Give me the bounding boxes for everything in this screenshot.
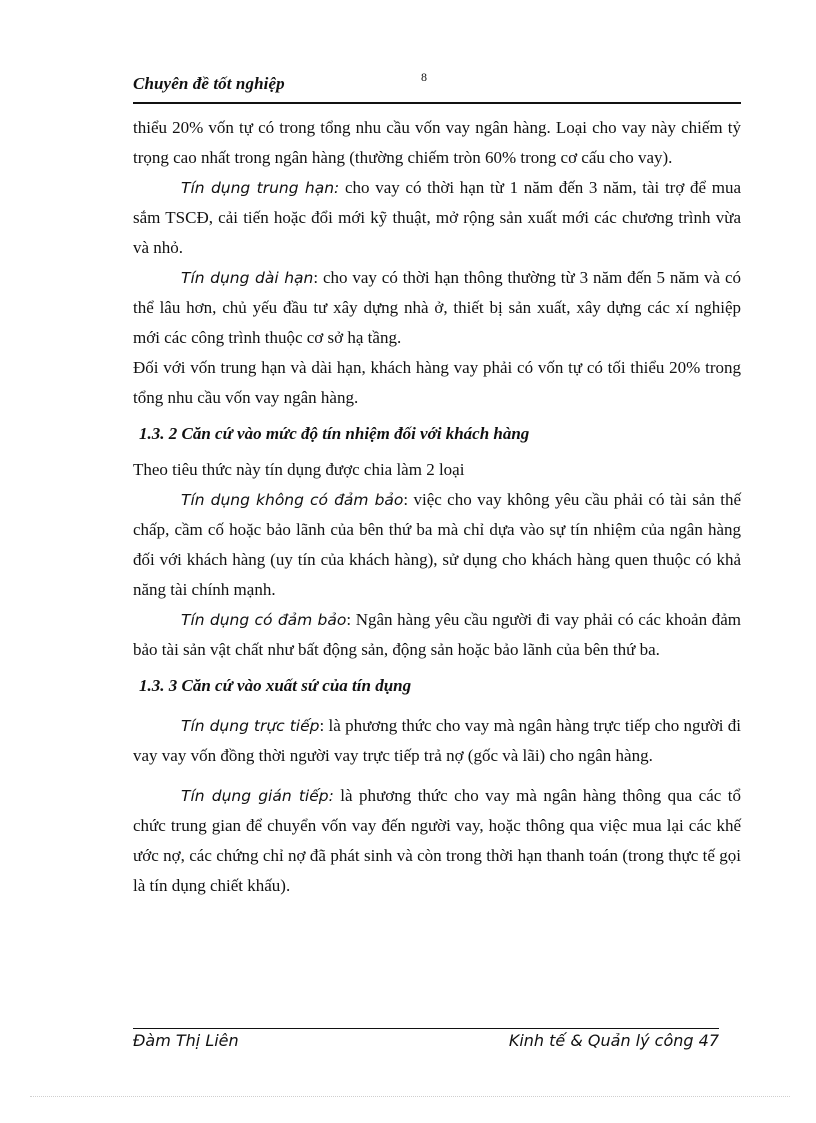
page-number: 8 <box>421 70 427 84</box>
paragraph-long-term-credit <box>133 263 741 353</box>
section-heading-1-3-3: 1.3. 3 Căn cứ vào xuất sứ của tín dụng <box>139 676 412 695</box>
page-header <box>133 72 741 104</box>
term-label: Tín dụng dài hạn <box>181 269 314 287</box>
paragraph: Đối với vốn trung hạn và dài hạn, khách hàng vay phải có vốn tự có tối thiểu 20% trong tổng nhu cầu vốn vay ngân hàng. <box>133 358 741 407</box>
term-label: Tín dụng không có đảm bảo <box>181 491 404 509</box>
paragraph-text: : việc cho vay không yêu cầu phải có tài sản thế chấp, cầm cố hoặc bảo lãnh của bên thứ ba mà chỉ dựa vào sự tín nhiệm của ngân hàng đối với khách hàng (uy tín của khách hàng), sử dụng cho khách hàng quen thuộc có khả năng tài chính mạnh. <box>133 490 742 599</box>
page-footer <box>133 1028 719 1061</box>
paragraph-unsecured-credit <box>133 485 741 605</box>
paragraph-text: cho vay có thời hạn từ 1 năm đến 3 năm, tài trợ để mua sắm TSCĐ, cải tiến hoặc đổi mới kỹ thuật, mở rộng sản xuất mới các chương trình vừa và nhỏ. <box>133 178 741 257</box>
paragraph-text: : Ngân hàng yêu cầu người đi vay phải có các khoản đảm bảo tài sản vật chất như bất động sản, động sản hoặc bảo lãnh của bên thứ ba. <box>133 610 741 659</box>
paragraph-secured-credit <box>133 605 741 665</box>
term-label: Tín dụng gián tiếp: <box>181 787 334 805</box>
page-bottom-divider <box>30 1096 790 1097</box>
document-body <box>133 113 741 901</box>
section-heading-1-3-2: 1.3. 2 Căn cứ vào mức độ tín nhiệm đối với khách hàng <box>139 424 530 443</box>
paragraph-text: : cho vay có thời hạn thông thường từ 3 năm đến 5 năm và có thể lâu hơn, chủ yếu đầu tư xây dựng nhà ở, thiết bị sản xuất, xây dựng các xí nghiệp mới các công trình thuộc cơ sở hạ tầng. <box>133 268 741 347</box>
paragraph-text: là phương thức cho vay mà ngân hàng thông qua các tổ chức trung gian để chuyển vốn vay đến người vay, hoặc thông qua việc mua lại các khế ước nợ, các chứng chỉ nợ đã phát sinh và còn trong thời hạn thanh toán (trong thực tế gọi là tín dụng chiết khấu). <box>133 786 741 895</box>
header-title: Chuyên đề tốt nghiệp <box>133 74 285 93</box>
footer-author: Đàm Thị Liên <box>133 1031 239 1050</box>
paragraph-text: : là phương thức cho vay mà ngân hàng trực tiếp cho người đi vay vay vốn đồng thời người vay trực tiếp trả nợ (gốc và lãi) cho ngân hàng. <box>133 716 741 765</box>
footer-class: Kinh tế & Quản lý công 47 <box>508 1031 719 1050</box>
term-label: Tín dụng trung hạn: <box>181 179 340 197</box>
term-label: Tín dụng có đảm bảo <box>181 611 347 629</box>
paragraph: Theo tiêu thức này tín dụng được chia làm 2 loại <box>133 460 465 479</box>
paragraph: thiểu 20% vốn tự có trong tổng nhu cầu vốn vay ngân hàng. Loại cho vay này chiếm tỷ trọng cao nhất trong ngân hàng (thường chiếm tròn 60% trong cơ cấu cho vay). <box>133 118 741 167</box>
term-label: Tín dụng trực tiếp <box>181 717 320 735</box>
paragraph-medium-term-credit <box>133 173 741 263</box>
paragraph-indirect-credit <box>133 781 741 901</box>
paragraph-direct-credit <box>133 711 741 771</box>
